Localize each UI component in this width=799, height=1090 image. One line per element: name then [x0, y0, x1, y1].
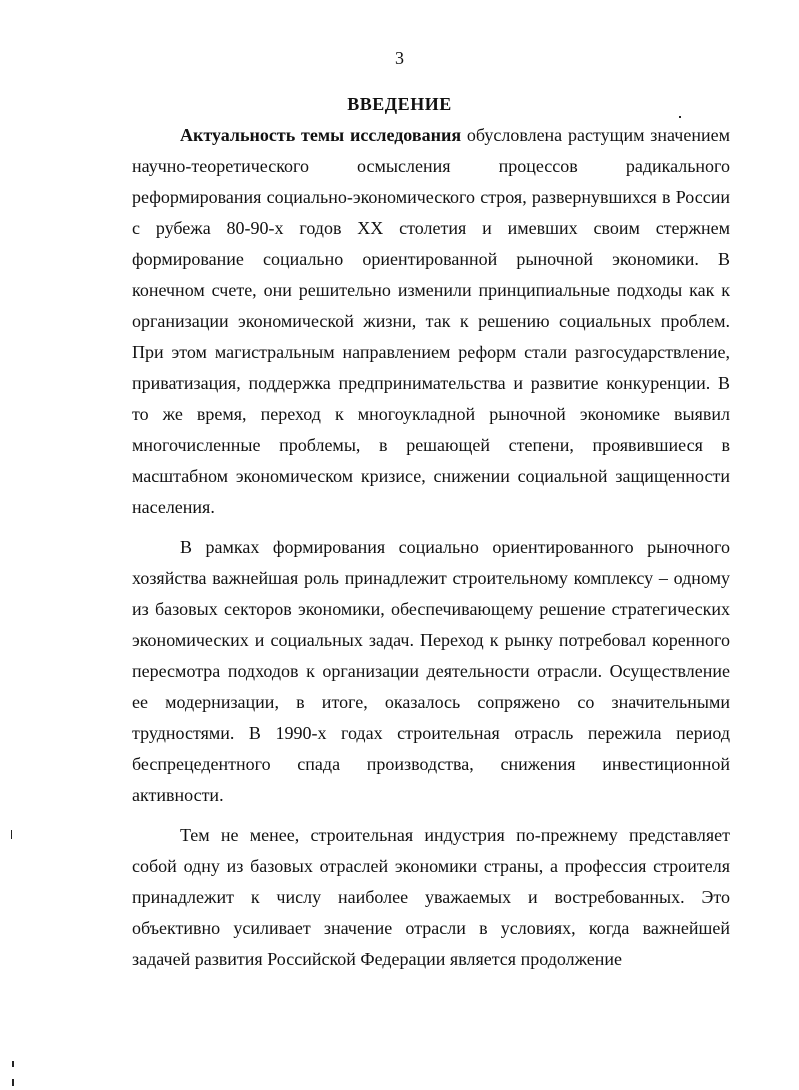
scan-speck: [12, 1079, 14, 1086]
scan-speck: [12, 1061, 14, 1067]
scan-speck: [679, 116, 681, 118]
paragraph-3: [132, 820, 730, 975]
paragraph-3-text: Тем не менее, строительная индустрия по-прежнему представляет собой одну из базовых отраслей экономики страны, а профессия строителя принадлежит к числу наиболее уважаемых и востребованных. Это объективно усиливает значение отрасли в условиях, когда важнейшей задачей развития Российской Федерации является продолжение: [132, 825, 730, 969]
scan-speck: [11, 830, 12, 839]
paragraph-1-text: обусловлена растущим значением научно-теоретического осмысления процессов радикального реформирования социально-экономического строя, развернувшихся в России с рубежа 80-90-х годов XX столетия и имевших своим стержнем формирование социально ориентированной рыночной экономики. В конечном счете, они решительно изменили принципиальные подходы как к организации экономической жизни, так к решению социальных проблем. При этом магистральным направлением реформ стали разгосударствление, приватизация, поддержка предпринимательства и развитие конкуренции. В то же время, переход к многоукладной рыночной экономике выявил многочисленные проблемы, в решающей степени, проявившиеся в масштабном экономическом кризисе, снижении социальной защищенности населения.: [132, 125, 730, 517]
paragraph-1: [132, 120, 730, 523]
paragraph-2: [132, 532, 730, 811]
page-number: 3: [395, 48, 404, 68]
paragraph-1-lead: Актуальность темы исследования: [180, 125, 462, 145]
page-title: ВВЕДЕНИЕ: [347, 94, 452, 114]
body-text: [132, 120, 730, 975]
paragraph-2-text: В рамках формирования социально ориентированного рыночного хозяйства важнейшая роль принадлежит строительному комплексу – одному из базовых секторов экономики, обеспечивающему решение стратегических экономических и социальных задач. Переход к рынку потребовал коренного пересмотра подходов к организации деятельности отрасли. Осуществление ее модернизации, в итоге, оказалось сопряжено со значительными трудностями. В 1990-х годах строительная отрасль пережила период беспрецедентного спада производства, снижения инвестиционной активности.: [132, 537, 730, 805]
